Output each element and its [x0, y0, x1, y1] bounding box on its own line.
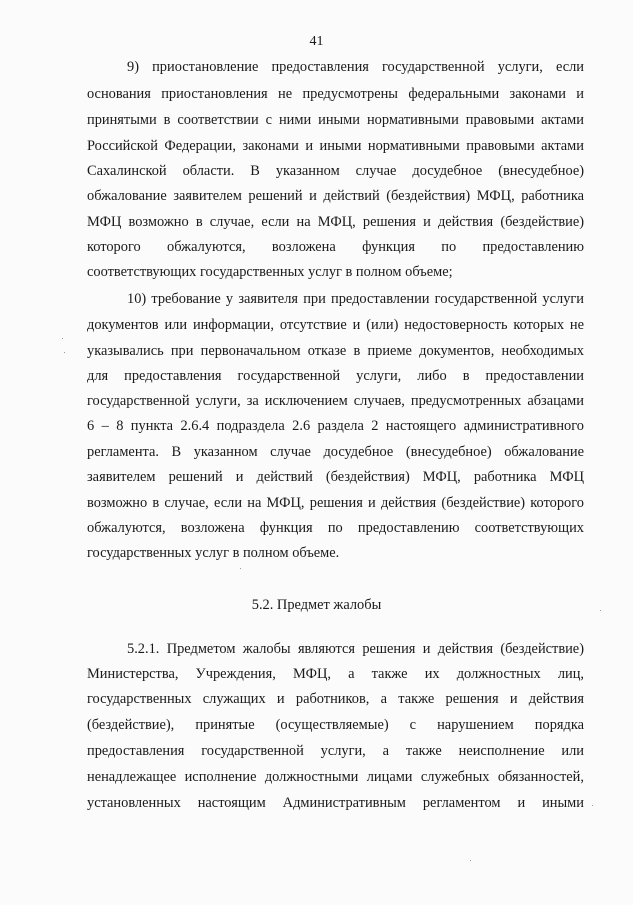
p1-line-5: Сахалинской области. В указанном случае досудебное (внесудебное) — [87, 164, 584, 179]
p1-line-4: Российской Федерации, законами и иными нормативными правовыми актами — [87, 139, 584, 154]
page-number: 41 — [309, 34, 324, 49]
s-line-3: государственных служащих и работников, а также решения и действия — [87, 692, 584, 707]
scan-speck — [470, 860, 471, 861]
p1-line-1: 9) приостановление предоставления государственной услуги, если — [127, 60, 584, 75]
p2-line-2: документов или информации, отсутствие и (или) недостоверность которых не — [87, 318, 584, 333]
p2-line-4: для предоставления государственной услуги, либо в предоставлении — [87, 369, 584, 384]
p2-line-1: 10) требование у заявителя при предоставлении государственной услуги — [127, 292, 584, 307]
p1-line-3: принятыми в соответствии с ними иными нормативными правовыми актами — [87, 113, 584, 128]
s-line-6: ненадлежащее исполнение должностными лицами служебных обязанностей, — [87, 770, 584, 785]
s-line-2: Министерства, Учреждения, МФЦ, а также их должностных лиц, — [87, 667, 584, 682]
p2-line-8: заявителем решений и действий (бездействия) МФЦ, работника МФЦ — [87, 470, 584, 485]
s-line-1: 5.2.1. Предметом жалобы являются решения и действия (бездействие) — [127, 642, 584, 657]
p2-line-11: государственных услуг в полном объеме. — [87, 545, 340, 561]
p2-line-9: возможно в случае, если на МФЦ, решения и действия (бездействие) которого — [87, 496, 584, 511]
p2-line-7: регламента. В указанном случае досудебное (внесудебное) обжалование — [87, 445, 584, 460]
s-line-4: (бездействие), принятые (осуществляемые) с нарушением порядка — [87, 718, 584, 733]
s-line-7: установленных настоящим Административным регламентом и иными — [87, 796, 584, 811]
s-line-5: предоставления государственной услуги, а также неисполнение или — [87, 744, 584, 759]
p2-line-5: государственной услуги, за исключением случаев, предусмотренных абзацами — [87, 394, 584, 409]
p2-line-3: указывались при первоначальном отказе в приеме документов, необходимых — [87, 344, 584, 359]
scan-speck — [62, 338, 63, 339]
scan-speck — [600, 610, 601, 611]
p1-line-8: которого обжалуются, возложена функция по предоставлению — [87, 240, 584, 255]
section-heading: 5.2. Предмет жалобы — [251, 597, 382, 613]
p1-line-2: основания приостановления не предусмотрены федеральными законами и — [87, 87, 584, 102]
scan-speck — [240, 568, 241, 569]
p1-line-6: обжалование заявителем решений и действий (бездействия) МФЦ, работника — [87, 189, 584, 204]
p2-line-6: 6 – 8 пункта 2.6.4 подраздела 2.6 раздела 2 настоящего административного — [87, 419, 584, 434]
p1-line-7: МФЦ возможно в случае, если на МФЦ, решения и действия (бездействие) — [87, 215, 584, 230]
scan-speck — [592, 805, 593, 806]
p2-line-10: обжалуются, возложена функция по предоставлению соответствующих — [87, 521, 584, 536]
scan-speck — [64, 352, 65, 353]
p1-line-9: соответствующих государственных услуг в полном объеме; — [87, 264, 453, 280]
